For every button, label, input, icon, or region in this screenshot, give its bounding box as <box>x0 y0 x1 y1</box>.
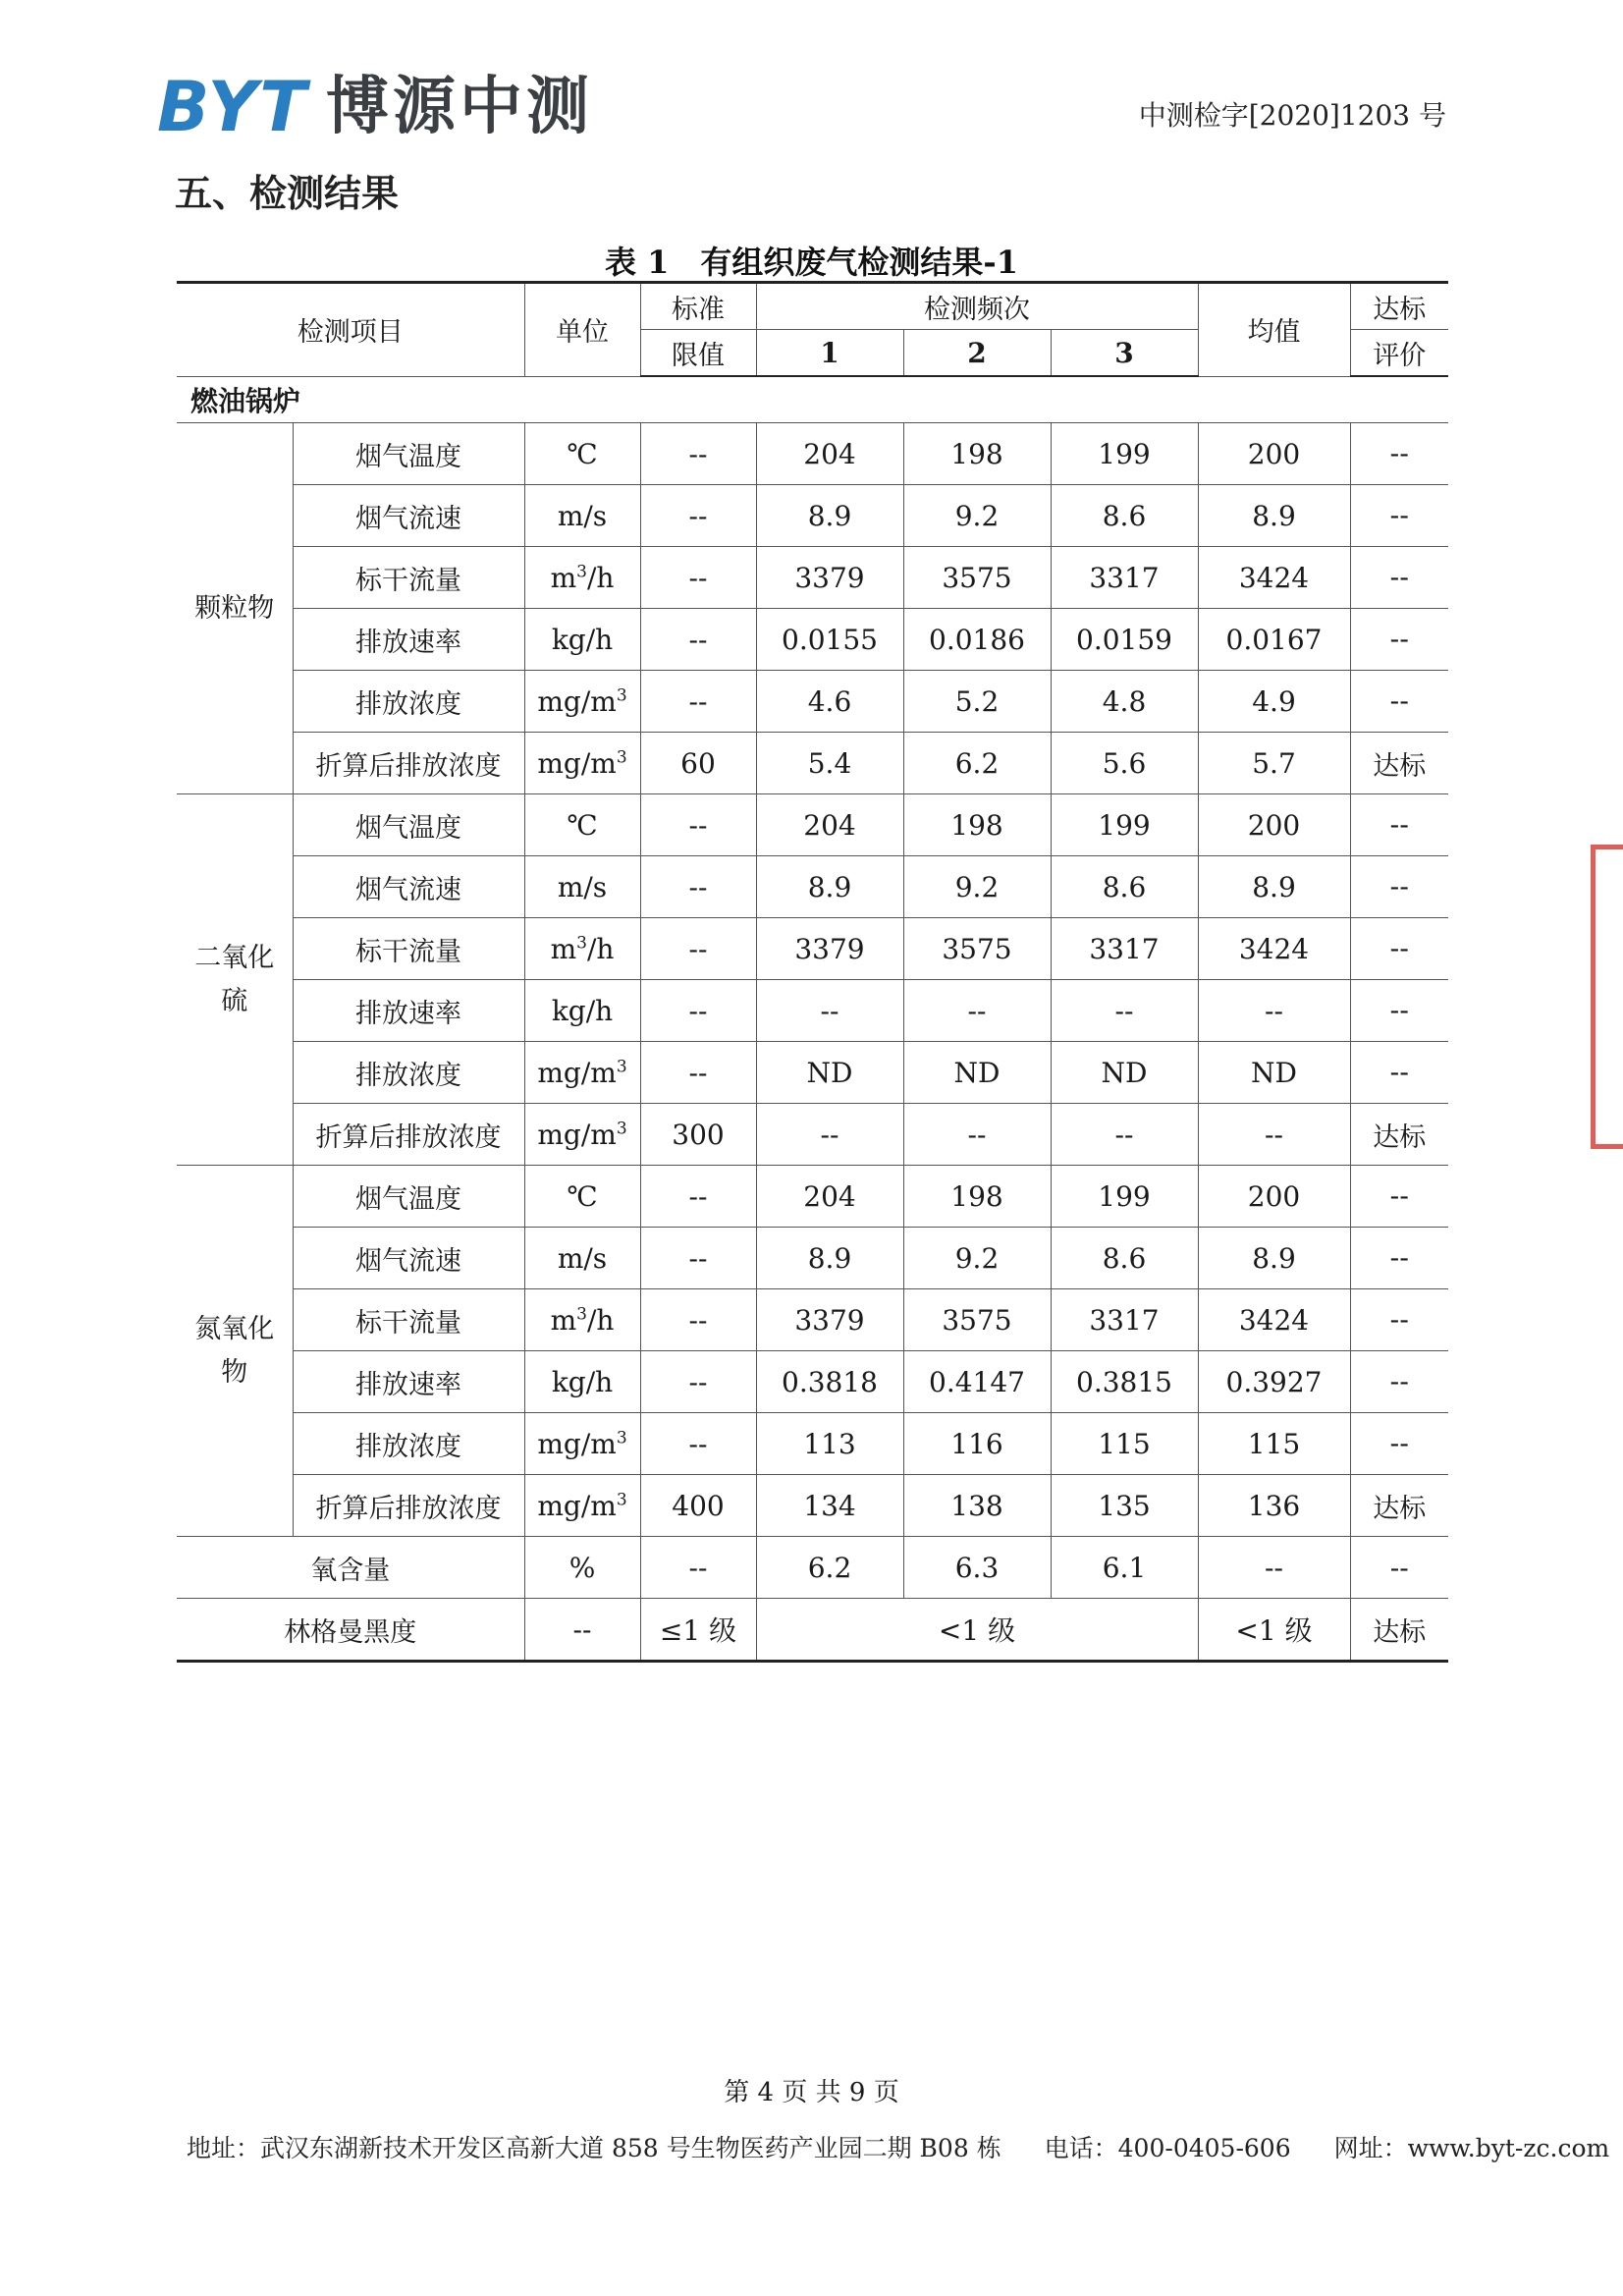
row-eval: -- <box>1350 1413 1448 1475</box>
row-item: 烟气流速 <box>293 485 524 547</box>
pollutant-name <box>177 794 293 1166</box>
row-value-1: -- <box>756 1104 903 1166</box>
unit-superscript: 3 <box>576 1304 587 1325</box>
unit-base: m/s <box>557 870 608 903</box>
table-row <box>177 547 1448 609</box>
row-value-2: -- <box>903 980 1051 1042</box>
row-unit <box>524 423 640 485</box>
ringelmann-eval: 达标 <box>1350 1599 1448 1662</box>
row-eval: -- <box>1350 794 1448 856</box>
row-value-1: 134 <box>756 1475 903 1537</box>
table-row <box>177 1042 1448 1104</box>
unit-base: mg/m <box>537 1056 617 1089</box>
row-value-2: 198 <box>903 423 1051 485</box>
row-eval: -- <box>1350 671 1448 733</box>
row-item: 折算后排放浓度 <box>293 1475 524 1537</box>
row-value-2: 0.4147 <box>903 1351 1051 1413</box>
unit-suffix: /h <box>586 561 615 594</box>
oxygen-unit: % <box>524 1537 640 1599</box>
pollutant-name <box>177 1166 293 1537</box>
row-value-3: 3317 <box>1051 547 1198 609</box>
row-value-1: 204 <box>756 1166 903 1228</box>
unit-suffix: /h <box>586 932 615 965</box>
row-item: 排放浓度 <box>293 1042 524 1104</box>
row-value-3: 3317 <box>1051 918 1198 980</box>
row-unit <box>524 609 640 671</box>
row-eval: -- <box>1350 1042 1448 1104</box>
page-number: 第 4 页 共 9 页 <box>724 2078 899 2107</box>
row-item: 标干流量 <box>293 918 524 980</box>
row-value-2: 116 <box>903 1413 1051 1475</box>
row-average: -- <box>1198 1104 1350 1166</box>
table-row <box>177 671 1448 733</box>
unit-base: mg/m <box>537 1427 617 1460</box>
row-average: 200 <box>1198 423 1350 485</box>
footer-phone: 电话：400-0405-606 <box>1044 2134 1291 2162</box>
pollutant-name-line1: 二氧化 <box>194 942 275 973</box>
results-table <box>177 281 1448 1663</box>
row-eval: -- <box>1350 980 1448 1042</box>
row-limit: 60 <box>640 733 756 794</box>
row-value-1: 204 <box>756 794 903 856</box>
table-row <box>177 1104 1448 1166</box>
row-value-1: 113 <box>756 1413 903 1475</box>
row-value-1: 8.9 <box>756 485 903 547</box>
row-average: 8.9 <box>1198 856 1350 918</box>
row-unit <box>524 1104 640 1166</box>
logo-latin-text: BYT <box>157 67 308 147</box>
unit-superscript: 3 <box>576 933 587 954</box>
header-freq-1: 1 <box>756 330 903 377</box>
unit-base: mg/m <box>537 1118 617 1151</box>
row-limit: -- <box>640 1228 756 1289</box>
logo-chinese-text: 博源中测 <box>325 71 593 143</box>
footer <box>187 2129 1623 2164</box>
row-value-3: -- <box>1051 1104 1198 1166</box>
row-item: 排放浓度 <box>293 671 524 733</box>
row-value-1: -- <box>756 980 903 1042</box>
header-item: 检测项目 <box>177 283 524 377</box>
ringelmann-values: <1 级 <box>756 1599 1198 1662</box>
footer-address: 地址：武汉东湖新技术开发区高新大道 858 号生物医药产业园二期 B08 栋 <box>187 2134 1001 2162</box>
row-value-1: 3379 <box>756 547 903 609</box>
row-unit <box>524 1475 640 1537</box>
row-item: 烟气流速 <box>293 1228 524 1289</box>
row-unit <box>524 856 640 918</box>
row-value-3: 199 <box>1051 794 1198 856</box>
row-eval: -- <box>1350 1228 1448 1289</box>
pollutant-name-line2: 物 <box>221 1356 248 1388</box>
row-value-1: 0.0155 <box>756 609 903 671</box>
row-value-3: 115 <box>1051 1413 1198 1475</box>
unit-base: mg/m <box>537 1489 617 1522</box>
row-value-2: 6.2 <box>903 733 1051 794</box>
header-unit: 单位 <box>524 283 640 377</box>
unit-base: m <box>550 932 577 965</box>
row-average: 4.9 <box>1198 671 1350 733</box>
row-value-2: -- <box>903 1104 1051 1166</box>
row-limit: -- <box>640 609 756 671</box>
report-number: 中测检字[2020]1203 号 <box>1138 99 1446 132</box>
table-row <box>177 1475 1448 1537</box>
table-row <box>177 423 1448 485</box>
row-value-1: 5.4 <box>756 733 903 794</box>
row-limit: -- <box>640 671 756 733</box>
row-eval: -- <box>1350 918 1448 980</box>
table-row <box>177 733 1448 794</box>
row-average: 200 <box>1198 794 1350 856</box>
row-average: 200 <box>1198 1166 1350 1228</box>
row-item: 标干流量 <box>293 1289 524 1351</box>
ringelmann-limit: ≤1 级 <box>640 1599 756 1662</box>
row-limit: -- <box>640 856 756 918</box>
unit-base: kg/h <box>551 994 614 1027</box>
row-item: 标干流量 <box>293 547 524 609</box>
row-unit <box>524 1289 640 1351</box>
row-unit <box>524 1351 640 1413</box>
row-value-3: 8.6 <box>1051 1228 1198 1289</box>
unit-superscript: 3 <box>616 1490 627 1510</box>
table-row <box>177 485 1448 547</box>
table-row <box>177 1166 1448 1228</box>
row-limit: -- <box>640 794 756 856</box>
unit-superscript: 3 <box>616 1057 627 1077</box>
unit-base: mg/m <box>537 684 617 718</box>
row-eval: -- <box>1350 609 1448 671</box>
row-value-2: ND <box>903 1042 1051 1104</box>
row-item: 折算后排放浓度 <box>293 733 524 794</box>
oxygen-eval: -- <box>1350 1537 1448 1599</box>
row-average: 8.9 <box>1198 485 1350 547</box>
header-average: 均值 <box>1198 283 1350 377</box>
row-value-2: 9.2 <box>903 856 1051 918</box>
row-value-1: 8.9 <box>756 1228 903 1289</box>
table-row <box>177 794 1448 856</box>
unit-base: ℃ <box>567 437 598 470</box>
oxygen-limit: -- <box>640 1537 756 1599</box>
row-eval: 达标 <box>1350 733 1448 794</box>
row-average: 3424 <box>1198 918 1350 980</box>
row-average: 0.0167 <box>1198 609 1350 671</box>
pollutant-name-line1: 氮氧化 <box>194 1313 275 1344</box>
table-row <box>177 918 1448 980</box>
row-value-1: 3379 <box>756 1289 903 1351</box>
row-average: 8.9 <box>1198 1228 1350 1289</box>
row-value-3: 4.8 <box>1051 671 1198 733</box>
row-average: 115 <box>1198 1413 1350 1475</box>
row-eval: -- <box>1350 423 1448 485</box>
unit-base: m/s <box>557 499 608 532</box>
row-unit <box>524 918 640 980</box>
row-limit: -- <box>640 423 756 485</box>
row-unit <box>524 1413 640 1475</box>
row-value-3: 0.0159 <box>1051 609 1198 671</box>
unit-base: mg/m <box>537 746 617 780</box>
oxygen-value-3: 6.1 <box>1051 1537 1198 1599</box>
oxygen-value-1: 6.2 <box>756 1537 903 1599</box>
table-row <box>177 980 1448 1042</box>
table-caption: 表 1 有组织废气检测结果-1 <box>605 244 1018 281</box>
ringelmann-average: <1 级 <box>1198 1599 1350 1662</box>
row-unit <box>524 547 640 609</box>
row-item: 折算后排放浓度 <box>293 1104 524 1166</box>
row-average: 3424 <box>1198 547 1350 609</box>
row-value-2: 9.2 <box>903 485 1051 547</box>
oxygen-value-2: 6.3 <box>903 1537 1051 1599</box>
row-limit: 400 <box>640 1475 756 1537</box>
row-value-1: 3379 <box>756 918 903 980</box>
table-row <box>177 1351 1448 1413</box>
row-eval: -- <box>1350 1289 1448 1351</box>
row-value-3: 3317 <box>1051 1289 1198 1351</box>
unit-base: m <box>550 1303 577 1337</box>
unit-superscript: 3 <box>616 1428 627 1449</box>
row-eval: -- <box>1350 1166 1448 1228</box>
footer-website: 网址：www.byt-zc.com <box>1333 2134 1610 2162</box>
row-value-2: 3575 <box>903 918 1051 980</box>
row-average: -- <box>1198 980 1350 1042</box>
row-average: 5.7 <box>1198 733 1350 794</box>
row-limit: 300 <box>640 1104 756 1166</box>
row-unit <box>524 1042 640 1104</box>
row-unit <box>524 1166 640 1228</box>
header-frequency: 检测频次 <box>756 283 1198 330</box>
row-item: 烟气温度 <box>293 794 524 856</box>
oxygen-average: -- <box>1198 1537 1350 1599</box>
header-freq-3: 3 <box>1051 330 1198 377</box>
row-value-2: 5.2 <box>903 671 1051 733</box>
row-value-3: 135 <box>1051 1475 1198 1537</box>
table-row <box>177 1413 1448 1475</box>
table-row <box>177 1289 1448 1351</box>
section-label: 燃油锅炉 <box>177 376 1448 423</box>
row-value-3: -- <box>1051 980 1198 1042</box>
row-value-3: 199 <box>1051 1166 1198 1228</box>
table-row <box>177 856 1448 918</box>
row-limit: -- <box>640 1166 756 1228</box>
row-eval: -- <box>1350 547 1448 609</box>
row-average: ND <box>1198 1042 1350 1104</box>
row-value-2: 198 <box>903 794 1051 856</box>
red-seal-stamp <box>1591 845 1623 1149</box>
row-value-3: 8.6 <box>1051 485 1198 547</box>
row-unit <box>524 980 640 1042</box>
row-item: 排放浓度 <box>293 1413 524 1475</box>
row-item: 排放速率 <box>293 1351 524 1413</box>
row-value-1: 8.9 <box>756 856 903 918</box>
row-eval: -- <box>1350 856 1448 918</box>
row-limit: -- <box>640 1042 756 1104</box>
row-value-3: 8.6 <box>1051 856 1198 918</box>
row-value-3: 0.3815 <box>1051 1351 1198 1413</box>
row-limit: -- <box>640 980 756 1042</box>
pollutant-name <box>177 423 293 794</box>
row-unit <box>524 794 640 856</box>
row-unit <box>524 485 640 547</box>
row-value-1: 204 <box>756 423 903 485</box>
oxygen-item: 氧含量 <box>177 1537 524 1599</box>
table-row <box>177 609 1448 671</box>
row-item: 排放速率 <box>293 609 524 671</box>
row-limit: -- <box>640 547 756 609</box>
row-value-2: 3575 <box>903 547 1051 609</box>
row-limit: -- <box>640 1351 756 1413</box>
row-limit: -- <box>640 918 756 980</box>
row-eval: -- <box>1350 1351 1448 1413</box>
row-value-3: ND <box>1051 1042 1198 1104</box>
ringelmann-unit: -- <box>524 1599 640 1662</box>
unit-suffix: /h <box>586 1303 615 1337</box>
unit-base: m <box>550 561 577 594</box>
company-logo <box>157 67 593 147</box>
row-average: 0.3927 <box>1198 1351 1350 1413</box>
row-item: 烟气温度 <box>293 1166 524 1228</box>
pollutant-name-line1: 颗粒物 <box>194 592 275 624</box>
row-item: 烟气温度 <box>293 423 524 485</box>
ringelmann-item: 林格曼黑度 <box>177 1599 524 1662</box>
row-value-2: 9.2 <box>903 1228 1051 1289</box>
row-value-1: 4.6 <box>756 671 903 733</box>
row-value-2: 0.0186 <box>903 609 1051 671</box>
row-value-2: 3575 <box>903 1289 1051 1351</box>
row-unit <box>524 1228 640 1289</box>
header-limit-line2: 限值 <box>640 330 756 377</box>
header-eval-line2: 评价 <box>1350 330 1448 377</box>
row-eval: 达标 <box>1350 1104 1448 1166</box>
row-value-2: 138 <box>903 1475 1051 1537</box>
row-unit <box>524 733 640 794</box>
header-eval-line1: 达标 <box>1350 283 1448 330</box>
row-value-1: ND <box>756 1042 903 1104</box>
row-item: 排放速率 <box>293 980 524 1042</box>
row-value-1: 0.3818 <box>756 1351 903 1413</box>
row-eval: -- <box>1350 485 1448 547</box>
row-average: 3424 <box>1198 1289 1350 1351</box>
row-item: 烟气流速 <box>293 856 524 918</box>
unit-base: m/s <box>557 1241 608 1275</box>
row-unit <box>524 671 640 733</box>
row-limit: -- <box>640 1289 756 1351</box>
row-average: 136 <box>1198 1475 1350 1537</box>
unit-base: kg/h <box>551 1365 614 1398</box>
unit-superscript: 3 <box>616 685 627 706</box>
unit-base: ℃ <box>567 1179 598 1213</box>
section-title: 五、检测结果 <box>175 172 400 215</box>
unit-base: ℃ <box>567 808 598 842</box>
unit-superscript: 3 <box>616 747 627 768</box>
header-freq-2: 2 <box>903 330 1051 377</box>
unit-base: kg/h <box>551 623 614 656</box>
row-limit: -- <box>640 485 756 547</box>
row-value-2: 198 <box>903 1166 1051 1228</box>
pollutant-name-line2: 硫 <box>221 985 248 1016</box>
row-value-3: 5.6 <box>1051 733 1198 794</box>
header-limit-line1: 标准 <box>640 283 756 330</box>
unit-superscript: 3 <box>616 1119 627 1139</box>
unit-superscript: 3 <box>576 562 587 582</box>
row-eval: 达标 <box>1350 1475 1448 1537</box>
row-limit: -- <box>640 1413 756 1475</box>
row-value-3: 199 <box>1051 423 1198 485</box>
table-row <box>177 1228 1448 1289</box>
